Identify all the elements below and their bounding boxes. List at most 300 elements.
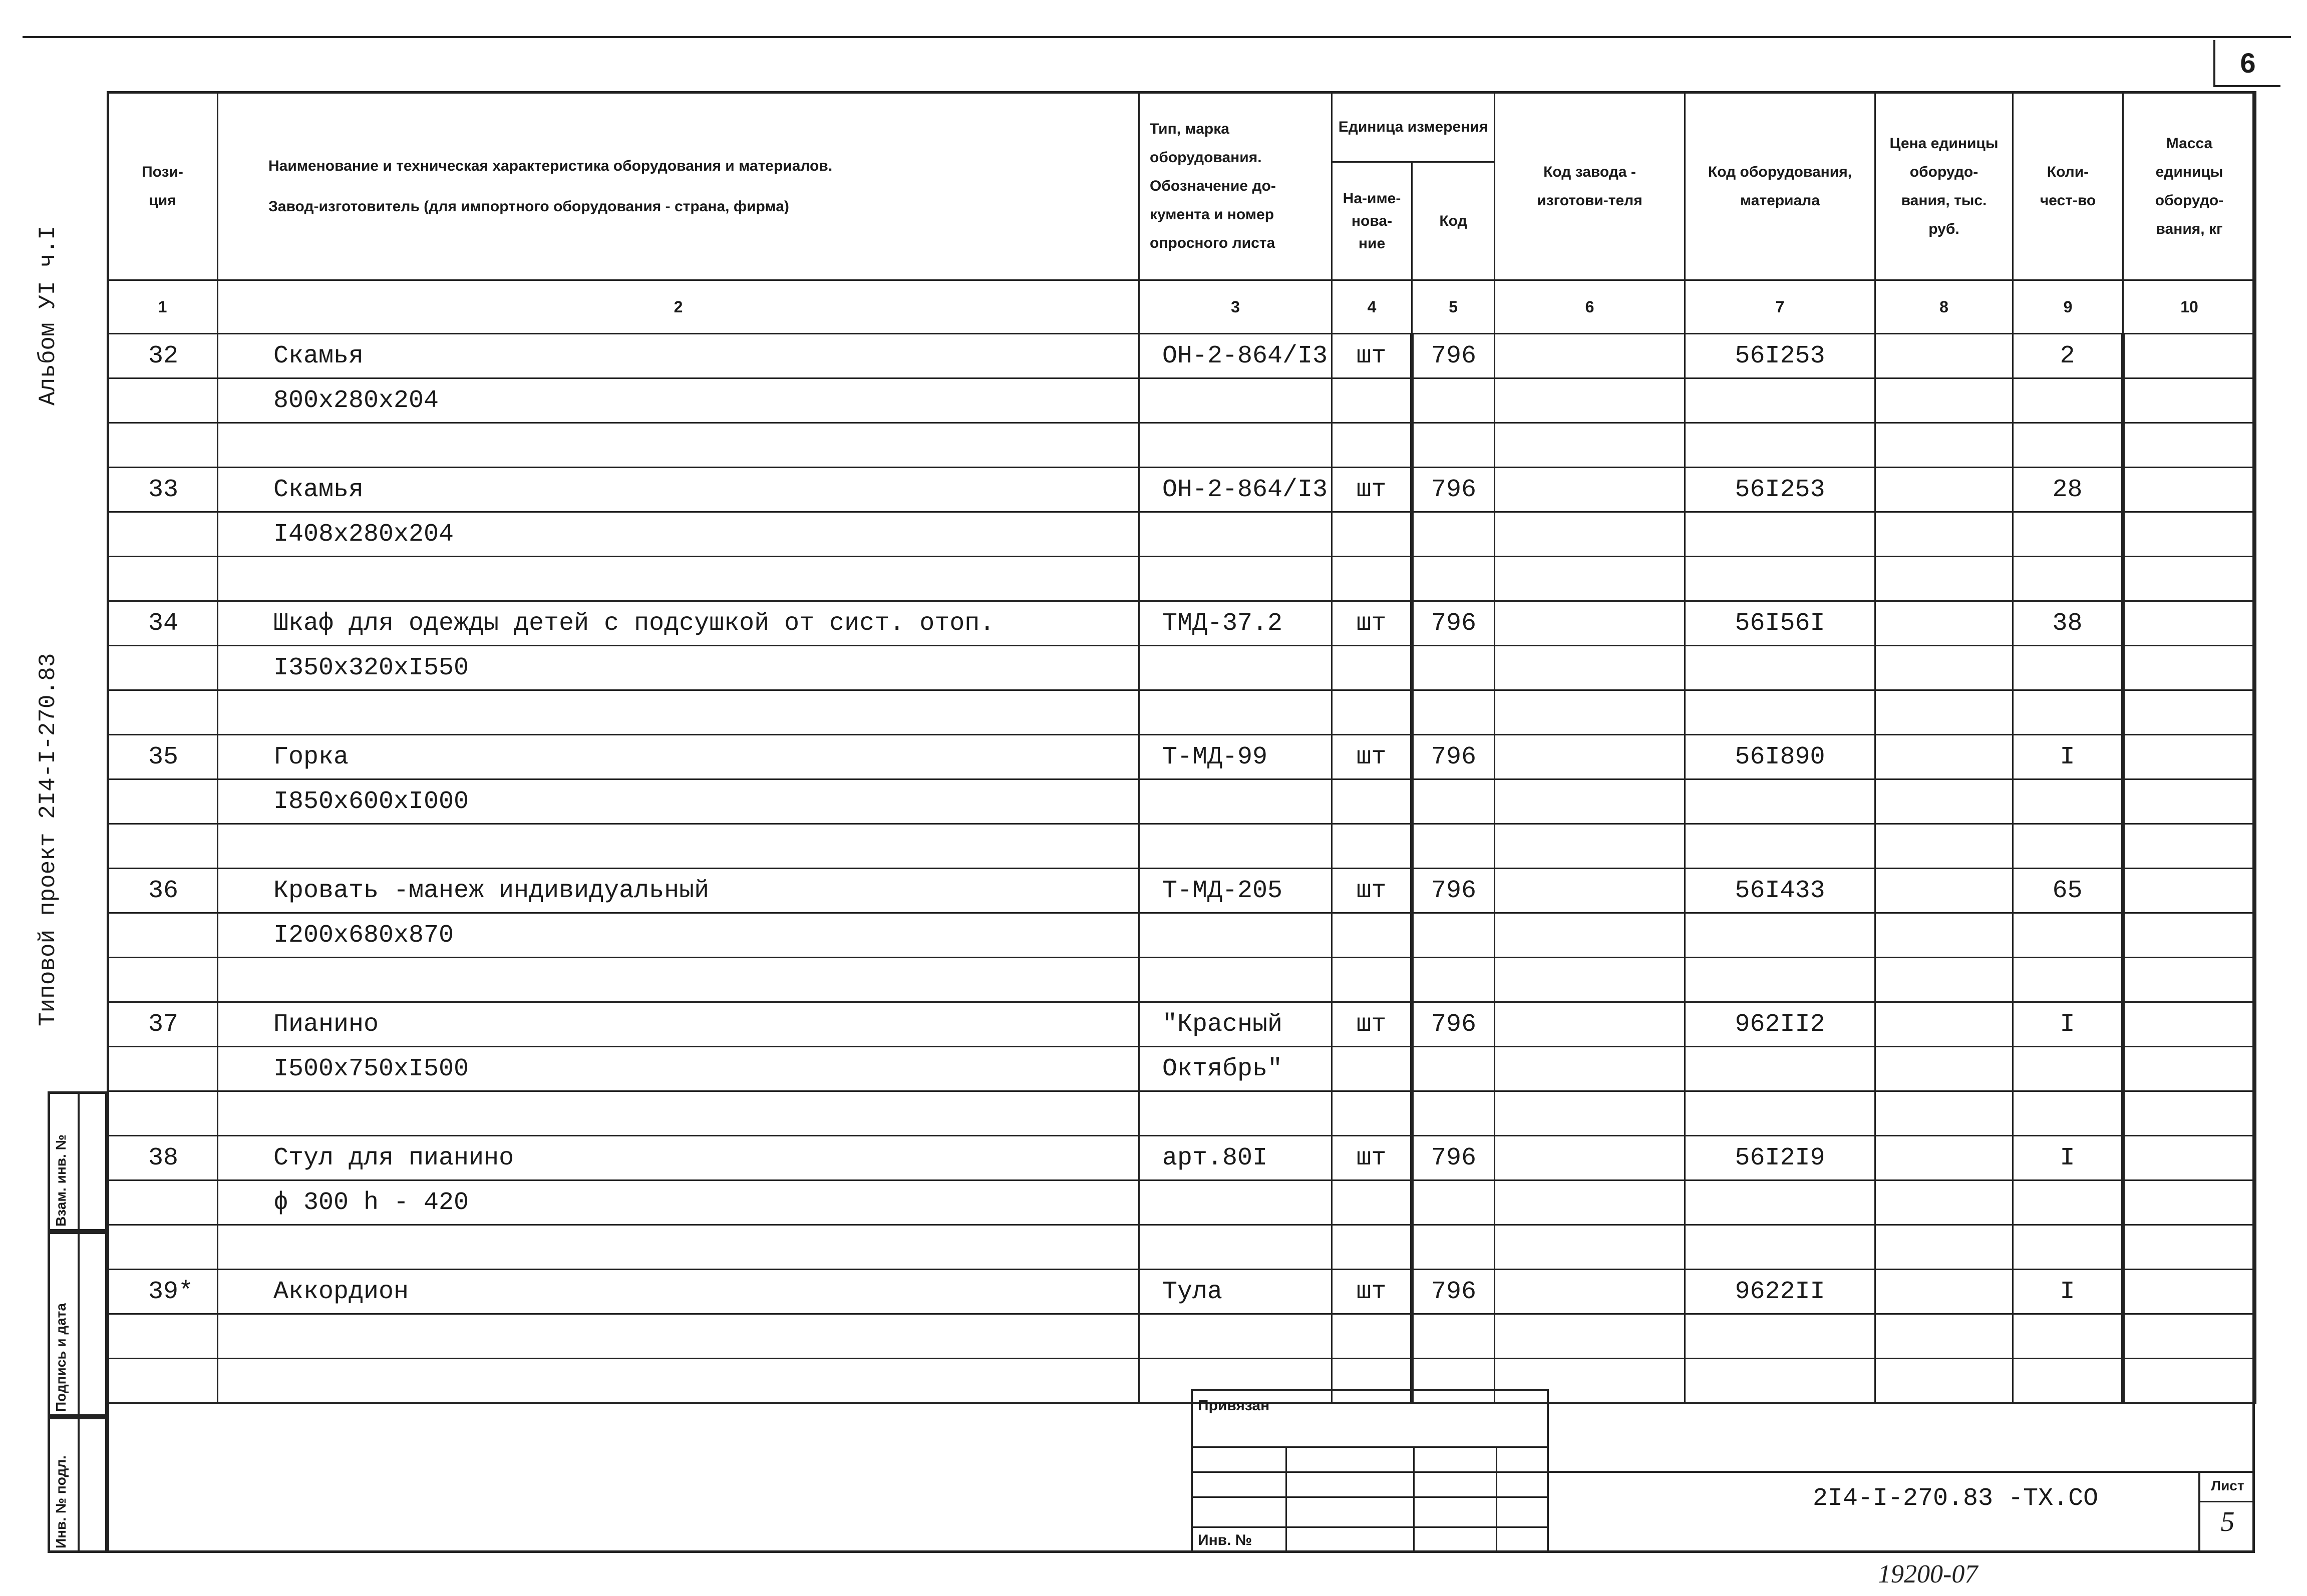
- table-row-continuation: [108, 913, 2256, 958]
- type-cell: [1139, 1180, 1332, 1225]
- unit-name-cell: [1332, 1225, 1412, 1270]
- header-unit: Единица измерения: [1332, 92, 1495, 162]
- unit-code-cell: 796: [1412, 468, 1495, 512]
- unit-name-cell: шт: [1332, 1136, 1412, 1180]
- mass-cell: [2123, 1359, 2256, 1403]
- mass-cell: [2123, 779, 2256, 824]
- stamp-replaced-inv: [48, 1091, 108, 1232]
- equipment-spec-table: [107, 91, 2256, 1404]
- unit-code-cell: [1412, 824, 1495, 869]
- price-cell: [1875, 423, 2013, 468]
- factory-code-cell: [1495, 334, 1685, 378]
- price-cell: [1875, 557, 2013, 601]
- name-cell: I200x680x870: [218, 913, 1139, 958]
- position-cell: 38: [108, 1136, 218, 1180]
- position-cell: [108, 1225, 218, 1270]
- position-cell: [108, 512, 218, 557]
- position-cell: [108, 1180, 218, 1225]
- header-unit-code: Код: [1412, 162, 1495, 280]
- mass-cell: [2123, 958, 2256, 1002]
- price-cell: [1875, 958, 2013, 1002]
- inv-label: Инв. №: [1198, 1532, 1252, 1548]
- price-cell: [1875, 1359, 2013, 1403]
- equipment-code-cell: 56I253: [1685, 334, 1875, 378]
- unit-name-cell: [1332, 512, 1412, 557]
- position-cell: [108, 1314, 218, 1359]
- unit-code-cell: [1412, 1180, 1495, 1225]
- price-cell: [1875, 1180, 2013, 1225]
- quantity-cell: [2013, 1091, 2123, 1136]
- position-cell: 32: [108, 334, 218, 378]
- column-number: 7: [1685, 280, 1875, 334]
- mass-cell: [2123, 913, 2256, 958]
- name-cell: Шкаф для одежды детей с подсушкой от сист. отоп.: [218, 601, 1139, 646]
- table-row: [108, 468, 2256, 512]
- position-cell: [108, 423, 218, 468]
- quantity-cell: I: [2013, 1002, 2123, 1047]
- header-factory-code: Код завода - изготови-теля: [1495, 92, 1685, 280]
- equipment-code-cell: [1685, 1314, 1875, 1359]
- factory-code-cell: [1495, 1314, 1685, 1359]
- column-number: 3: [1139, 280, 1332, 334]
- type-cell: [1139, 690, 1332, 735]
- column-number: 2: [218, 280, 1139, 334]
- type-cell: [1139, 378, 1332, 423]
- price-cell: [1875, 334, 2013, 378]
- mass-cell: [2123, 1136, 2256, 1180]
- quantity-cell: [2013, 557, 2123, 601]
- quantity-cell: [2013, 1225, 2123, 1270]
- position-cell: 33: [108, 468, 218, 512]
- position-cell: [108, 690, 218, 735]
- equipment-code-cell: 56I56I: [1685, 601, 1875, 646]
- name-cell: [218, 1314, 1139, 1359]
- position-cell: 34: [108, 601, 218, 646]
- equipment-code-cell: [1685, 1359, 1875, 1403]
- factory-code-cell: [1495, 646, 1685, 690]
- unit-name-cell: шт: [1332, 601, 1412, 646]
- equipment-code-cell: 56I253: [1685, 468, 1875, 512]
- unit-name-cell: [1332, 646, 1412, 690]
- factory-code-cell: [1495, 1270, 1685, 1314]
- type-cell: ОН-2-864/I3: [1139, 468, 1332, 512]
- mass-cell: [2123, 824, 2256, 869]
- table-row-continuation: [108, 1091, 2256, 1136]
- table-row: [108, 1136, 2256, 1180]
- quantity-cell: 65: [2013, 869, 2123, 913]
- mass-cell: [2123, 378, 2256, 423]
- column-number: 5: [1412, 280, 1495, 334]
- price-cell: [1875, 735, 2013, 779]
- price-cell: [1875, 690, 2013, 735]
- side-margin: [8, 125, 83, 1051]
- mass-cell: [2123, 869, 2256, 913]
- type-cell: ТМД-37.2: [1139, 601, 1332, 646]
- top-rule: [23, 36, 2291, 38]
- equipment-code-cell: [1685, 378, 1875, 423]
- header-unit-name: На-име-нова-ние: [1332, 162, 1412, 280]
- equipment-code-cell: [1685, 1091, 1875, 1136]
- factory-code-cell: [1495, 512, 1685, 557]
- unit-code-cell: [1412, 557, 1495, 601]
- quantity-cell: [2013, 690, 2123, 735]
- table-row-continuation: [108, 1180, 2256, 1225]
- mass-cell: [2123, 1091, 2256, 1136]
- type-cell: арт.80I: [1139, 1136, 1332, 1180]
- table-row: [108, 735, 2256, 779]
- name-cell: [218, 690, 1139, 735]
- binding-label: Привязан: [1198, 1397, 1270, 1414]
- factory-code-cell: [1495, 869, 1685, 913]
- factory-code-cell: [1495, 423, 1685, 468]
- mass-cell: [2123, 601, 2256, 646]
- handwritten-number: 19200-07: [1878, 1560, 1978, 1588]
- table-row-continuation: [108, 557, 2256, 601]
- price-cell: [1875, 913, 2013, 958]
- type-cell: [1139, 1314, 1332, 1359]
- factory-code-cell: [1495, 958, 1685, 1002]
- unit-code-cell: [1412, 423, 1495, 468]
- table-row-continuation: [108, 824, 2256, 869]
- name-cell: ϕ 300 h - 420: [218, 1180, 1139, 1225]
- stamp-signature-date: [48, 1232, 108, 1417]
- mass-cell: [2123, 334, 2256, 378]
- equipment-code-cell: [1685, 824, 1875, 869]
- price-cell: [1875, 468, 2013, 512]
- equipment-code-cell: 56I890: [1685, 735, 1875, 779]
- column-number: 9: [2013, 280, 2123, 334]
- unit-name-cell: [1332, 690, 1412, 735]
- price-cell: [1875, 1047, 2013, 1091]
- name-cell: 800x280x204: [218, 378, 1139, 423]
- quantity-cell: 2: [2013, 334, 2123, 378]
- quantity-cell: [2013, 1314, 2123, 1359]
- quantity-cell: 38: [2013, 601, 2123, 646]
- unit-name-cell: шт: [1332, 735, 1412, 779]
- unit-name-cell: шт: [1332, 468, 1412, 512]
- equipment-code-cell: 962II2: [1685, 1002, 1875, 1047]
- unit-name-cell: [1332, 1314, 1412, 1359]
- type-cell: Октябрь": [1139, 1047, 1332, 1091]
- unit-name-cell: шт: [1332, 1270, 1412, 1314]
- type-cell: [1139, 1225, 1332, 1270]
- stamp-label: Инв. № подл.: [53, 1455, 69, 1548]
- quantity-cell: I: [2013, 1136, 2123, 1180]
- equipment-code-cell: [1685, 690, 1875, 735]
- quantity-cell: [2013, 1359, 2123, 1403]
- factory-code-cell: [1495, 601, 1685, 646]
- name-cell: [218, 824, 1139, 869]
- factory-code-cell: [1495, 1091, 1685, 1136]
- factory-code-cell: [1495, 735, 1685, 779]
- price-cell: [1875, 869, 2013, 913]
- unit-code-cell: 796: [1412, 334, 1495, 378]
- name-cell: Кровать -манеж индивидуальный: [218, 869, 1139, 913]
- mass-cell: [2123, 1270, 2256, 1314]
- mass-cell: [2123, 1002, 2256, 1047]
- unit-name-cell: [1332, 1091, 1412, 1136]
- binding-stamp: [1191, 1389, 1549, 1553]
- price-cell: [1875, 1136, 2013, 1180]
- factory-code-cell: [1495, 779, 1685, 824]
- equipment-code-cell: [1685, 512, 1875, 557]
- header-price: Цена единицы оборудо-вания, тыс. руб.: [1875, 92, 2013, 280]
- unit-code-cell: [1412, 646, 1495, 690]
- unit-code-cell: 796: [1412, 869, 1495, 913]
- mass-cell: [2123, 1047, 2256, 1091]
- unit-name-cell: шт: [1332, 1002, 1412, 1047]
- header-mass: Масса единицы оборудо-вания, кг: [2123, 92, 2256, 280]
- name-cell: [218, 1225, 1139, 1270]
- unit-code-cell: [1412, 1225, 1495, 1270]
- mass-cell: [2123, 423, 2256, 468]
- stamp-label: Взам. инв. №: [53, 1134, 69, 1227]
- position-cell: [108, 913, 218, 958]
- position-cell: 35: [108, 735, 218, 779]
- equipment-code-cell: [1685, 1180, 1875, 1225]
- position-cell: 36: [108, 869, 218, 913]
- price-cell: [1875, 1225, 2013, 1270]
- mass-cell: [2123, 468, 2256, 512]
- name-cell: [218, 557, 1139, 601]
- unit-name-cell: [1332, 378, 1412, 423]
- equipment-code-cell: [1685, 557, 1875, 601]
- table-row-continuation: [108, 779, 2256, 824]
- factory-code-cell: [1495, 1225, 1685, 1270]
- unit-name-cell: [1332, 824, 1412, 869]
- unit-name-cell: [1332, 913, 1412, 958]
- table-row: [108, 1270, 2256, 1314]
- type-cell: [1139, 913, 1332, 958]
- price-cell: [1875, 1002, 2013, 1047]
- quantity-cell: [2013, 423, 2123, 468]
- type-cell: [1139, 958, 1332, 1002]
- name-cell: Горка: [218, 735, 1139, 779]
- unit-name-cell: [1332, 423, 1412, 468]
- unit-code-cell: [1412, 1047, 1495, 1091]
- unit-name-cell: [1332, 557, 1412, 601]
- position-cell: 39*: [108, 1270, 218, 1314]
- list-label: Лист: [2200, 1471, 2255, 1502]
- mass-cell: [2123, 557, 2256, 601]
- position-cell: [108, 646, 218, 690]
- header-name-line1: Наименование и техническая характеристика оборудования и материалов.: [268, 157, 833, 174]
- price-cell: [1875, 646, 2013, 690]
- factory-code-cell: [1495, 1136, 1685, 1180]
- table-row-continuation: [108, 1225, 2256, 1270]
- header-name: [218, 92, 1139, 280]
- column-number: 8: [1875, 280, 2013, 334]
- equipment-code-cell: [1685, 1225, 1875, 1270]
- equipment-code-cell: [1685, 913, 1875, 958]
- unit-code-cell: [1412, 958, 1495, 1002]
- name-cell: [218, 1359, 1139, 1403]
- column-number: 6: [1495, 280, 1685, 334]
- position-cell: [108, 1047, 218, 1091]
- quantity-cell: [2013, 1180, 2123, 1225]
- quantity-cell: [2013, 646, 2123, 690]
- position-cell: [108, 958, 218, 1002]
- name-cell: I500x750xI500: [218, 1047, 1139, 1091]
- mass-cell: [2123, 646, 2256, 690]
- type-cell: "Красный: [1139, 1002, 1332, 1047]
- header-name-line2: Завод-изготовитель (для импортного оборудования - страна, фирма): [268, 198, 789, 215]
- type-cell: [1139, 557, 1332, 601]
- mass-cell: [2123, 735, 2256, 779]
- type-cell: [1139, 779, 1332, 824]
- mass-cell: [2123, 1180, 2256, 1225]
- mass-cell: [2123, 690, 2256, 735]
- header-quantity: Коли-чест-во: [2013, 92, 2123, 280]
- unit-code-cell: [1412, 1314, 1495, 1359]
- quantity-cell: [2013, 824, 2123, 869]
- factory-code-cell: [1495, 824, 1685, 869]
- unit-code-cell: 796: [1412, 735, 1495, 779]
- unit-code-cell: [1412, 690, 1495, 735]
- name-cell: I408x280x204: [218, 512, 1139, 557]
- price-cell: [1875, 1091, 2013, 1136]
- type-cell: [1139, 824, 1332, 869]
- project-label: Типовой проект 2I4-I-270.83: [35, 653, 61, 1026]
- unit-code-cell: [1412, 378, 1495, 423]
- factory-code-cell: [1495, 557, 1685, 601]
- type-cell: [1139, 423, 1332, 468]
- table-row: [108, 601, 2256, 646]
- equipment-code-cell: 9622II: [1685, 1270, 1875, 1314]
- factory-code-cell: [1495, 1180, 1685, 1225]
- equipment-code-cell: [1685, 423, 1875, 468]
- list-box: [2198, 1471, 2255, 1553]
- quantity-cell: [2013, 512, 2123, 557]
- position-cell: [108, 1091, 218, 1136]
- name-cell: Аккордион: [218, 1270, 1139, 1314]
- unit-name-cell: [1332, 1180, 1412, 1225]
- position-cell: [108, 1359, 218, 1403]
- quantity-cell: 28: [2013, 468, 2123, 512]
- unit-code-cell: [1412, 512, 1495, 557]
- equipment-code-cell: [1685, 958, 1875, 1002]
- factory-code-cell: [1495, 913, 1685, 958]
- price-cell: [1875, 378, 2013, 423]
- quantity-cell: [2013, 779, 2123, 824]
- equipment-code-cell: [1685, 1047, 1875, 1091]
- quantity-cell: [2013, 913, 2123, 958]
- table-row-continuation: [108, 690, 2256, 735]
- table-row: [108, 334, 2256, 378]
- name-cell: I350x320xI550: [218, 646, 1139, 690]
- equipment-code-cell: [1685, 646, 1875, 690]
- price-cell: [1875, 1314, 2013, 1359]
- quantity-cell: I: [2013, 1270, 2123, 1314]
- unit-name-cell: [1332, 958, 1412, 1002]
- stamp-orig-inv: [48, 1417, 108, 1553]
- type-cell: ОН-2-864/I3: [1139, 334, 1332, 378]
- equipment-code-cell: [1685, 779, 1875, 824]
- unit-code-cell: 796: [1412, 1002, 1495, 1047]
- column-number: 4: [1332, 280, 1412, 334]
- unit-code-cell: [1412, 913, 1495, 958]
- type-cell: Тула: [1139, 1270, 1332, 1314]
- position-cell: [108, 824, 218, 869]
- title-block-rule: [1549, 1471, 2255, 1473]
- position-cell: 37: [108, 1002, 218, 1047]
- type-cell: [1139, 1091, 1332, 1136]
- unit-code-cell: [1412, 1091, 1495, 1136]
- header-position: Пози- ция: [108, 92, 218, 280]
- table-row-continuation: [108, 512, 2256, 557]
- quantity-cell: [2013, 378, 2123, 423]
- equipment-code-cell: 56I433: [1685, 869, 1875, 913]
- position-cell: [108, 557, 218, 601]
- unit-name-cell: шт: [1332, 334, 1412, 378]
- document-number: 2I4-I-270.83 -ТХ.СО: [1813, 1484, 2099, 1513]
- table-row-continuation: [108, 378, 2256, 423]
- column-number: 1: [108, 280, 218, 334]
- table-row-continuation: [108, 1314, 2256, 1359]
- type-cell: [1139, 512, 1332, 557]
- name-cell: Стул для пианино: [218, 1136, 1139, 1180]
- factory-code-cell: [1495, 468, 1685, 512]
- sheet-number: 6: [2213, 40, 2280, 87]
- quantity-cell: [2013, 1047, 2123, 1091]
- header-type: Тип, марка оборудования. Обозначение до-кумента и номер опросного листа: [1139, 92, 1332, 280]
- position-cell: [108, 779, 218, 824]
- factory-code-cell: [1495, 1047, 1685, 1091]
- price-cell: [1875, 779, 2013, 824]
- quantity-cell: [2013, 958, 2123, 1002]
- name-cell: [218, 1091, 1139, 1136]
- mass-cell: [2123, 1225, 2256, 1270]
- mass-cell: [2123, 512, 2256, 557]
- type-cell: Т-МД-205: [1139, 869, 1332, 913]
- price-cell: [1875, 1270, 2013, 1314]
- factory-code-cell: [1495, 378, 1685, 423]
- price-cell: [1875, 601, 2013, 646]
- stamp-label: Подпись и дата: [53, 1303, 69, 1412]
- price-cell: [1875, 824, 2013, 869]
- name-cell: [218, 423, 1139, 468]
- name-cell: Пианино: [218, 1002, 1139, 1047]
- type-cell: [1139, 646, 1332, 690]
- unit-name-cell: шт: [1332, 869, 1412, 913]
- table-row-continuation: [108, 646, 2256, 690]
- factory-code-cell: [1495, 690, 1685, 735]
- name-cell: [218, 958, 1139, 1002]
- column-number: 10: [2123, 280, 2256, 334]
- unit-name-cell: [1332, 779, 1412, 824]
- name-cell: Скамья: [218, 334, 1139, 378]
- table-row-continuation: [108, 958, 2256, 1002]
- album-label: Альбом УI ч.I: [35, 226, 61, 406]
- table-row-continuation: [108, 1047, 2256, 1091]
- unit-code-cell: 796: [1412, 601, 1495, 646]
- table-row-continuation: [108, 1359, 2256, 1403]
- name-cell: I850x600xI000: [218, 779, 1139, 824]
- unit-code-cell: 796: [1412, 1270, 1495, 1314]
- table-row: [108, 1002, 2256, 1047]
- table-row: [108, 869, 2256, 913]
- type-cell: Т-МД-99: [1139, 735, 1332, 779]
- unit-code-cell: 796: [1412, 1136, 1495, 1180]
- unit-name-cell: [1332, 1047, 1412, 1091]
- position-cell: [108, 378, 218, 423]
- price-cell: [1875, 512, 2013, 557]
- mass-cell: [2123, 1314, 2256, 1359]
- unit-code-cell: [1412, 779, 1495, 824]
- table-row-continuation: [108, 423, 2256, 468]
- header-equipment-code: Код оборудования, материала: [1685, 92, 1875, 280]
- factory-code-cell: [1495, 1002, 1685, 1047]
